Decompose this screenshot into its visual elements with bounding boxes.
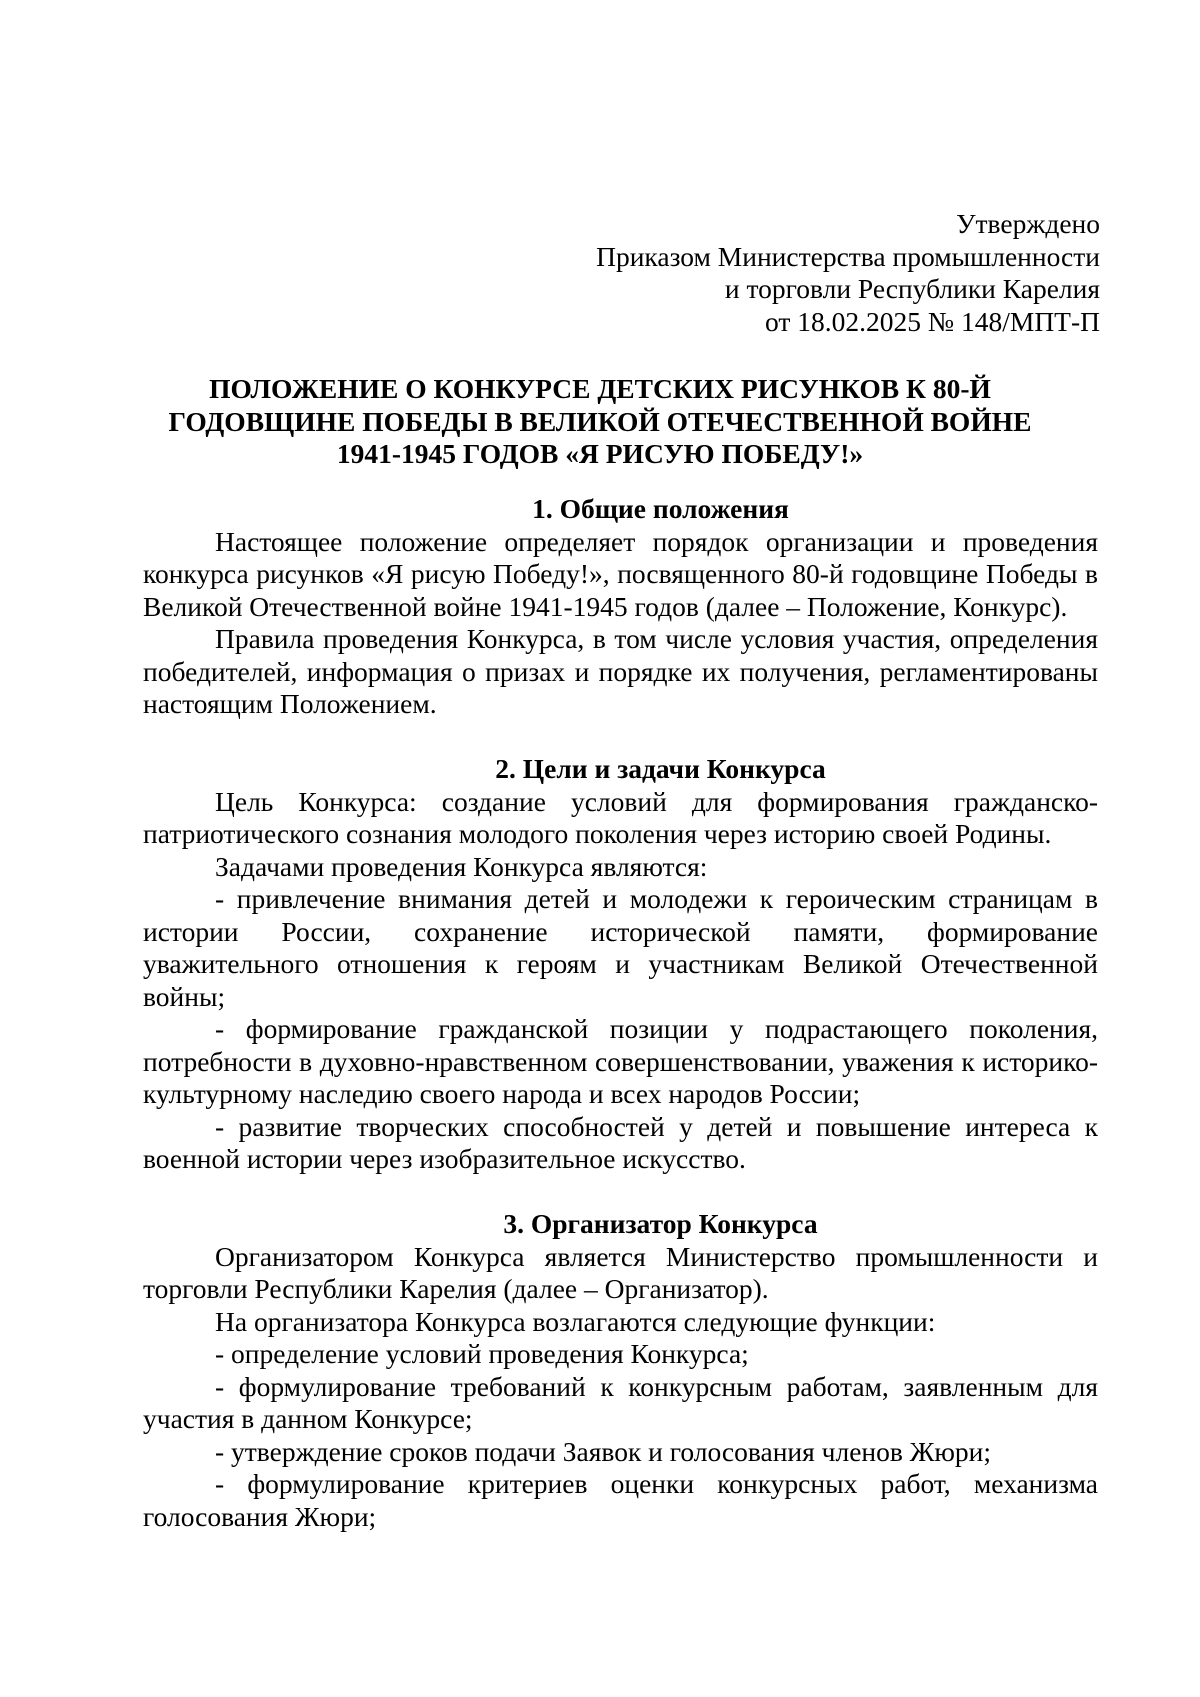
title-line: ПОЛОЖЕНИЕ О КОНКУРСЕ ДЕТСКИХ РИСУНКОВ К 80-Й [209,373,991,404]
paragraph: На организатора Конкурса возлагаются следующие функции: [215,1305,936,1337]
list-item: - развитие творческих способностей у детей и повышение интереса к военной истории через изобразительное искусство. [143,1110,1098,1174]
title-line: ГОДОВЩИНЕ ПОБЕДЫ В ВЕЛИКОЙ ОТЕЧЕСТВЕННОЙ ВОЙНЕ [168,405,1032,437]
section-heading: 1. Общие положения [532,493,789,524]
approval-line: и торговли Республики Карелия [724,273,1100,304]
approval-line: Приказом Министерства промышленности [596,240,1100,272]
list-item: - формирование гражданской позиции у подрастающего поколения, потребности в духовно-нравственном совершенствовании, уважения к историко-культурному наследию своего народа и всех народов России; [143,1013,1098,1109]
paragraph: Правила проведения Конкурса, в том числе условия участия, определения победителей, информация о призах и порядке их получения, регламентированы настоящим Положением. [143,623,1098,719]
section-heading: 2. Цели и задачи Конкурса [495,753,826,784]
document-title [140,373,1060,471]
paragraph: Организатором Конкурса является Министерство промышленности и торговли Республики Карелия (далее – Организатор). [143,1240,1098,1304]
section-goals [143,753,1098,1176]
document-body [143,493,1098,1533]
section-general [143,493,1098,721]
list-item: - определение условий проведения Конкурса; [215,1338,749,1369]
approval-stamp [400,208,1100,338]
approval-line: от 18.02.2025 № 148/МПТ-П [764,305,1100,337]
paragraph: Задачами проведения Конкурса являются: [215,850,708,882]
paragraph: Настоящее положение определяет порядок организации и проведения конкурса рисунков «Я рисую Победу!», посвященного 80-й годовщине Победы в Великой Отечественной войне 1941-1945 годов (далее – Положение, Конкурс). [143,525,1098,622]
section-organizer [143,1208,1098,1533]
list-item: - формулирование критериев оценки конкурсных работ, механизма голосования Жюри; [143,1468,1098,1532]
title-line: 1941-1945 ГОДОВ «Я РИСУЮ ПОБЕДУ!» [336,438,864,469]
list-item: - формулирование требований к конкурсным работам, заявленным для участия в данном Конкурсе; [143,1370,1098,1434]
list-item: - утверждение сроков подачи Заявок и голосования членов Жюри; [215,1435,992,1467]
paragraph: Цель Конкурса: создание условий для формирования гражданско-патриотического сознания молодого поколения через историю своей Родины. [143,785,1098,849]
section-heading: 3. Организатор Конкурса [503,1208,818,1239]
list-item: - привлечение внимания детей и молодежи к героическим страницам в истории России, сохранение исторической памяти, формирование уважительного отношения к героям и участникам Великой Отечественной войны; [143,883,1098,1012]
approval-line: Утверждено [956,208,1100,239]
